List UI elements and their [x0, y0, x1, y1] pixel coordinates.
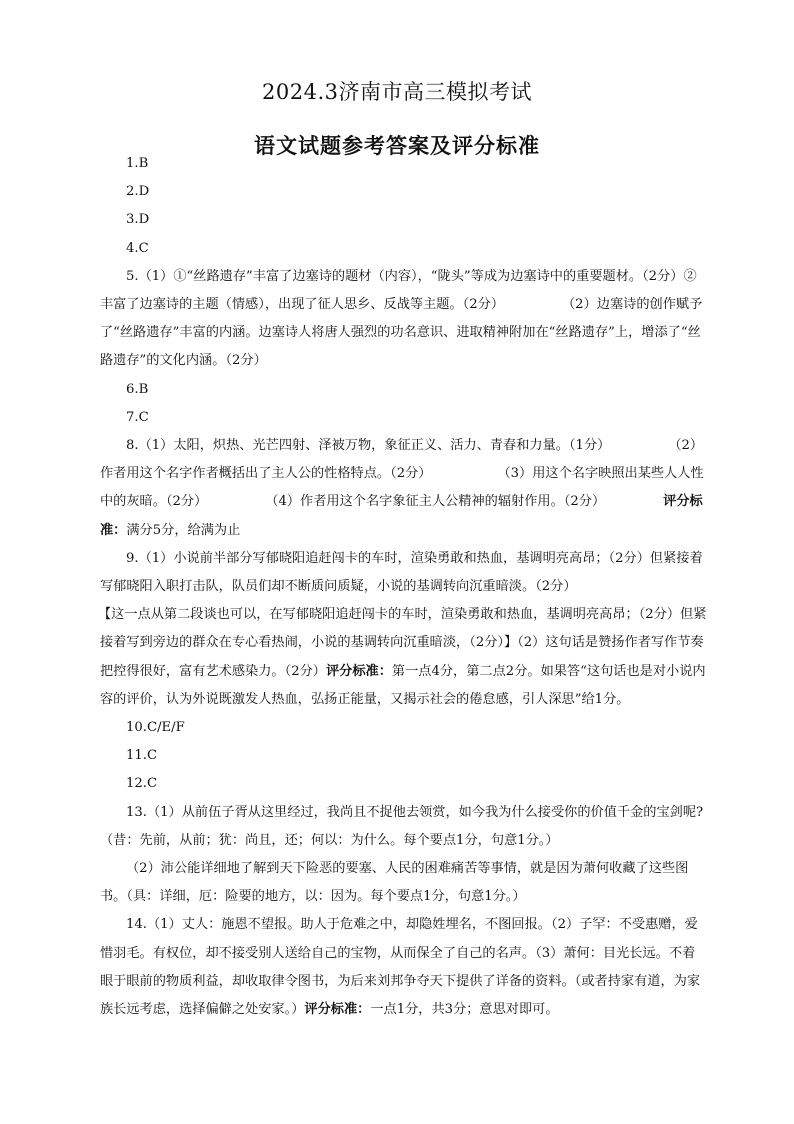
answer-13-part-1: 13.（1）从前伍子胥从这里经过，我尚且不捉他去领赏，如今我为什么接受你的价值千金的宝剑呢?（昔：先前，从前；犹：尚且，还；何以：为什么。每个要点1分，句意1分。）	[100, 804, 704, 848]
answer-5-part-1: 5.（1）①“丝路遗存”丰富了边塞诗的题材（内容），“陇头”等成为边塞诗中的重要题材。（2分）②丰富了边塞诗的主题（情感），出现了征人思乡、反战等主题。（2分）	[100, 268, 697, 313]
answer-7: 7.C	[126, 409, 149, 425]
answer-9-scoring: 第一点4分，第二点2分。如果答“这句话也是对小说内容的评价，认为外说既激发人热血，弘扬正能量，又揭示社会的倦怠感，引人深思”给1分。	[100, 663, 706, 707]
answer-11: 11.C	[126, 748, 158, 764]
answer-9-part-1: 9.（1）小说前半部分写郁晓阳追赶闯卡的车时，渲染勇敢和热血，基调明亮高昂；（2分）但紧接着写郁晓阳入职打击队，队员们却不断质问质疑，小说的基调转向沉重暗淡。（2分）	[100, 550, 703, 595]
answer-5-part-2: （2）边塞诗的创作赋予了“丝路遗存”丰富的内涵。边塞诗人将唐人强烈的功名意识、进取精神附加在“丝路遗存”上，增添了“丝路遗存”的文化内涵。（2分）	[100, 297, 703, 369]
answer-8-part-1: 8.（1）太阳，炽热、光芒四射、泽被万物，象征正义、活力、青春和力量。（1分）	[126, 438, 611, 454]
scoring-label: 评分标准：	[100, 494, 703, 538]
answer-3: 3.D	[126, 212, 150, 228]
answer-6: 6.B	[126, 381, 149, 397]
answer-body	[100, 150, 708, 1024]
answer-8-scoring: 满分5分，给满为止	[126, 522, 241, 538]
scoring-label: 评分标准：	[325, 663, 392, 679]
answer-8-part-2: （2）作者用这个名字作者概括出了主人公的性格特点。（2分）	[100, 438, 704, 482]
answer-9-part-2: 【这一点从第二段谈也可以，在写郁晓阳追赶闯卡的车时，渲染勇敢和热血，基调明亮高昂；（2分）但紧接着写到旁边的群众在专心看热闹，小说的基调转向沉重暗淡，（2分）】（2）这句话是赞扬作者写作节奏把控得很好，富有艺术感染力。（2分）	[98, 607, 707, 679]
answer-2: 2.D	[126, 184, 150, 200]
answer-5	[100, 263, 708, 376]
answer-8-part-3: （3）用这个名字映照出某些人人性中的灰暗。（2分）	[100, 466, 704, 510]
answer-12: 12.C	[126, 776, 158, 792]
answer-13-part-2: （2）沛公能详细地了解到天下险恶的要塞、人民的困难痛苦等事情，就是因为萧何收藏了这些图书。（具：详细，厄：险要的地方，以：因为。每个要点1分，句意1分。）	[100, 861, 689, 905]
exam-title: 2024.3济南市高三模拟考试	[262, 80, 532, 104]
scoring-label: 评分标准：	[304, 1002, 371, 1018]
answer-9	[100, 601, 708, 714]
answer-8-part-4: （4）作者用这个名字象征主人公精神的辐射作用。（2分）	[265, 494, 606, 510]
answer-key-title: 语文试题参考答案及评分标准	[254, 134, 540, 158]
answer-14-text: 14.（1）丈人：施恩不望报。助人于危难之中，却隐姓埋名，不图回报。（2）子罕：不受惠赠，爱惜羽毛。有权位，却不接受别人送给自己的宝物，从而保全了自己的名声。（3）萧何：目光长远。不着眼于眼前的物质利益，却收取律令图书，为后来刘邦争夺天下提供了详备的资料。（或者持家有道，为家族长远考虑，选择偏僻之处安家。）	[100, 917, 701, 1018]
answer-14-scoring: 一点1分，共3分；意思对即可。	[370, 1002, 559, 1018]
answer-4: 4.C	[126, 240, 149, 256]
answer-8	[100, 432, 708, 545]
answer-1: 1.B	[126, 156, 149, 171]
answer-14	[100, 911, 708, 1024]
answer-10: 10.C/E/F	[126, 720, 185, 736]
